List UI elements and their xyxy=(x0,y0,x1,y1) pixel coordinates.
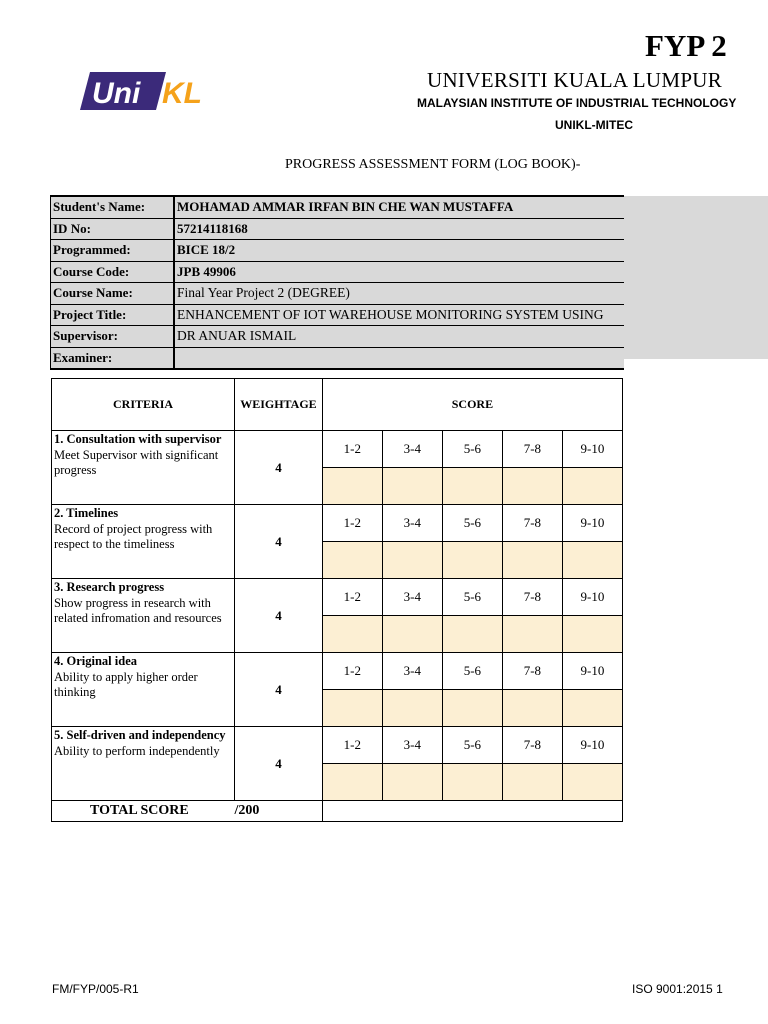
campus-name: UNIKL-MITEC xyxy=(555,118,633,132)
criteria-description: Ability to perform independently xyxy=(54,743,220,758)
score-entry-cell[interactable] xyxy=(562,616,622,653)
info-row xyxy=(51,197,624,219)
unikl-logo-icon xyxy=(80,72,225,110)
score-entry-cell[interactable] xyxy=(502,764,562,801)
criteria-cell xyxy=(52,727,235,801)
score-entry-cell[interactable] xyxy=(442,542,502,579)
info-value[interactable]: MOHAMAD AMMAR IRFAN BIN CHE WAN MUSTAFFA xyxy=(177,199,514,214)
score-header: SCORE xyxy=(322,379,622,431)
score-range-label: 9-10 xyxy=(562,431,622,468)
score-range-label: 1-2 xyxy=(322,579,382,616)
info-label: Supervisor: xyxy=(51,326,175,347)
info-value[interactable]: JPB 49906 xyxy=(177,263,236,279)
info-value[interactable]: 57214118168 xyxy=(177,220,248,236)
info-row xyxy=(51,305,624,327)
score-range-label: 3-4 xyxy=(382,579,442,616)
info-value[interactable]: DR ANUAR ISMAIL xyxy=(177,328,297,343)
logo-part1: Uni xyxy=(92,77,141,110)
info-label: Project Title: xyxy=(51,305,175,326)
score-entry-cell[interactable] xyxy=(442,616,502,653)
total-score-label: TOTAL SCORE xyxy=(52,801,235,822)
score-entry-cell[interactable] xyxy=(562,764,622,801)
weightage-header: WEIGHTAGE xyxy=(235,379,323,431)
iso-page-number: ISO 9001:2015 1 xyxy=(632,982,723,996)
score-range-label: 1-2 xyxy=(322,727,382,764)
criteria-title: 5. Self-driven and independency xyxy=(54,728,226,742)
score-entry-cell[interactable] xyxy=(322,690,382,727)
criteria-cell xyxy=(52,653,235,727)
score-entry-cell[interactable] xyxy=(322,764,382,801)
info-row xyxy=(51,262,624,284)
criteria-cell xyxy=(52,431,235,505)
score-range-label: 9-10 xyxy=(562,727,622,764)
criteria-description: Record of project progress with respect to the timeliness xyxy=(54,521,213,551)
weight-cell: 4 xyxy=(235,505,323,579)
score-range-label: 5-6 xyxy=(442,579,502,616)
form-title: PROGRESS ASSESSMENT FORM (LOG BOOK)- xyxy=(285,157,581,172)
score-entry-cell[interactable] xyxy=(382,542,442,579)
criteria-title: 2. Timelines xyxy=(54,506,119,520)
score-range-label: 9-10 xyxy=(562,653,622,690)
criteria-row xyxy=(52,505,623,542)
info-row xyxy=(51,326,624,348)
total-score-max: /200 xyxy=(235,801,323,822)
weight-cell: 4 xyxy=(235,431,323,505)
score-entry-cell[interactable] xyxy=(502,616,562,653)
score-range-label: 7-8 xyxy=(502,431,562,468)
score-range-label: 1-2 xyxy=(322,653,382,690)
info-value[interactable] xyxy=(175,348,624,369)
score-range-label: 3-4 xyxy=(382,727,442,764)
info-label: Examiner: xyxy=(51,348,175,369)
total-score-value[interactable] xyxy=(322,801,622,822)
info-label: Programmed: xyxy=(51,240,175,261)
unikl-logo xyxy=(80,72,225,115)
criteria-row xyxy=(52,653,623,690)
score-entry-cell[interactable] xyxy=(562,468,622,505)
info-value[interactable]: Final Year Project 2 (DEGREE) xyxy=(177,285,350,300)
info-value[interactable]: BICE 18/2 xyxy=(177,242,236,257)
student-info-table xyxy=(50,195,624,370)
criteria-row xyxy=(52,431,623,468)
score-entry-cell[interactable] xyxy=(382,468,442,505)
score-entry-cell[interactable] xyxy=(562,690,622,727)
score-range-label: 5-6 xyxy=(442,653,502,690)
criteria-row xyxy=(52,579,623,616)
score-entry-cell[interactable] xyxy=(442,690,502,727)
info-label: ID No: xyxy=(51,219,175,240)
weight-cell: 4 xyxy=(235,727,323,801)
criteria-cell xyxy=(52,579,235,653)
score-entry-cell[interactable] xyxy=(502,468,562,505)
score-entry-cell[interactable] xyxy=(382,616,442,653)
score-range-label: 9-10 xyxy=(562,579,622,616)
criteria-cell xyxy=(52,505,235,579)
info-row xyxy=(51,219,624,241)
score-range-label: 7-8 xyxy=(502,579,562,616)
score-range-label: 3-4 xyxy=(382,505,442,542)
score-entry-cell[interactable] xyxy=(322,468,382,505)
score-entry-cell[interactable] xyxy=(382,690,442,727)
info-row xyxy=(51,283,624,305)
score-entry-cell[interactable] xyxy=(322,542,382,579)
criteria-row xyxy=(52,727,623,764)
score-range-label: 5-6 xyxy=(442,431,502,468)
gray-side-panel xyxy=(622,196,768,359)
score-range-label: 1-2 xyxy=(322,505,382,542)
score-range-label: 7-8 xyxy=(502,653,562,690)
score-range-label: 7-8 xyxy=(502,727,562,764)
score-range-label: 5-6 xyxy=(442,505,502,542)
weight-cell: 4 xyxy=(235,579,323,653)
criteria-description: Show progress in research with related infromation and resources xyxy=(54,595,222,625)
score-entry-cell[interactable] xyxy=(442,468,502,505)
info-row xyxy=(51,240,624,262)
score-entry-cell[interactable] xyxy=(502,542,562,579)
score-range-label: 7-8 xyxy=(502,505,562,542)
info-value[interactable]: ENHANCEMENT OF IOT WAREHOUSE MONITORING SYSTEM USING xyxy=(177,306,604,322)
criteria-title: 3. Research progress xyxy=(54,580,165,594)
criteria-title: 1. Consultation with supervisor xyxy=(54,432,222,446)
total-row xyxy=(52,801,623,822)
institute-name: MALAYSIAN INSTITUTE OF INDUSTRIAL TECHNOLOGY xyxy=(417,96,737,110)
score-entry-cell[interactable] xyxy=(442,764,502,801)
info-row xyxy=(51,348,624,369)
score-range-label: 5-6 xyxy=(442,727,502,764)
university-name: UNIVERSITI KUALA LUMPUR xyxy=(427,68,723,92)
weight-cell: 4 xyxy=(235,653,323,727)
document-code: FM/FYP/005-R1 xyxy=(52,982,139,996)
score-range-label: 3-4 xyxy=(382,431,442,468)
info-label: Student's Name: xyxy=(51,197,175,218)
form-code-title: FYP 2 xyxy=(645,28,727,63)
score-entry-cell[interactable] xyxy=(322,616,382,653)
criteria-table xyxy=(51,378,623,822)
score-entry-cell[interactable] xyxy=(382,764,442,801)
criteria-description: Meet Supervisor with significant progress xyxy=(54,447,219,477)
info-label: Course Name: xyxy=(51,283,175,304)
info-label: Course Code: xyxy=(51,262,175,283)
logo-part2: KL xyxy=(162,77,202,110)
criteria-title: 4. Original idea xyxy=(54,654,137,668)
score-range-label: 9-10 xyxy=(562,505,622,542)
score-entry-cell[interactable] xyxy=(562,542,622,579)
score-range-label: 1-2 xyxy=(322,431,382,468)
criteria-description: Ability to apply higher order thinking xyxy=(54,669,198,699)
score-entry-cell[interactable] xyxy=(502,690,562,727)
criteria-header: CRITERIA xyxy=(52,379,235,431)
score-range-label: 3-4 xyxy=(382,653,442,690)
